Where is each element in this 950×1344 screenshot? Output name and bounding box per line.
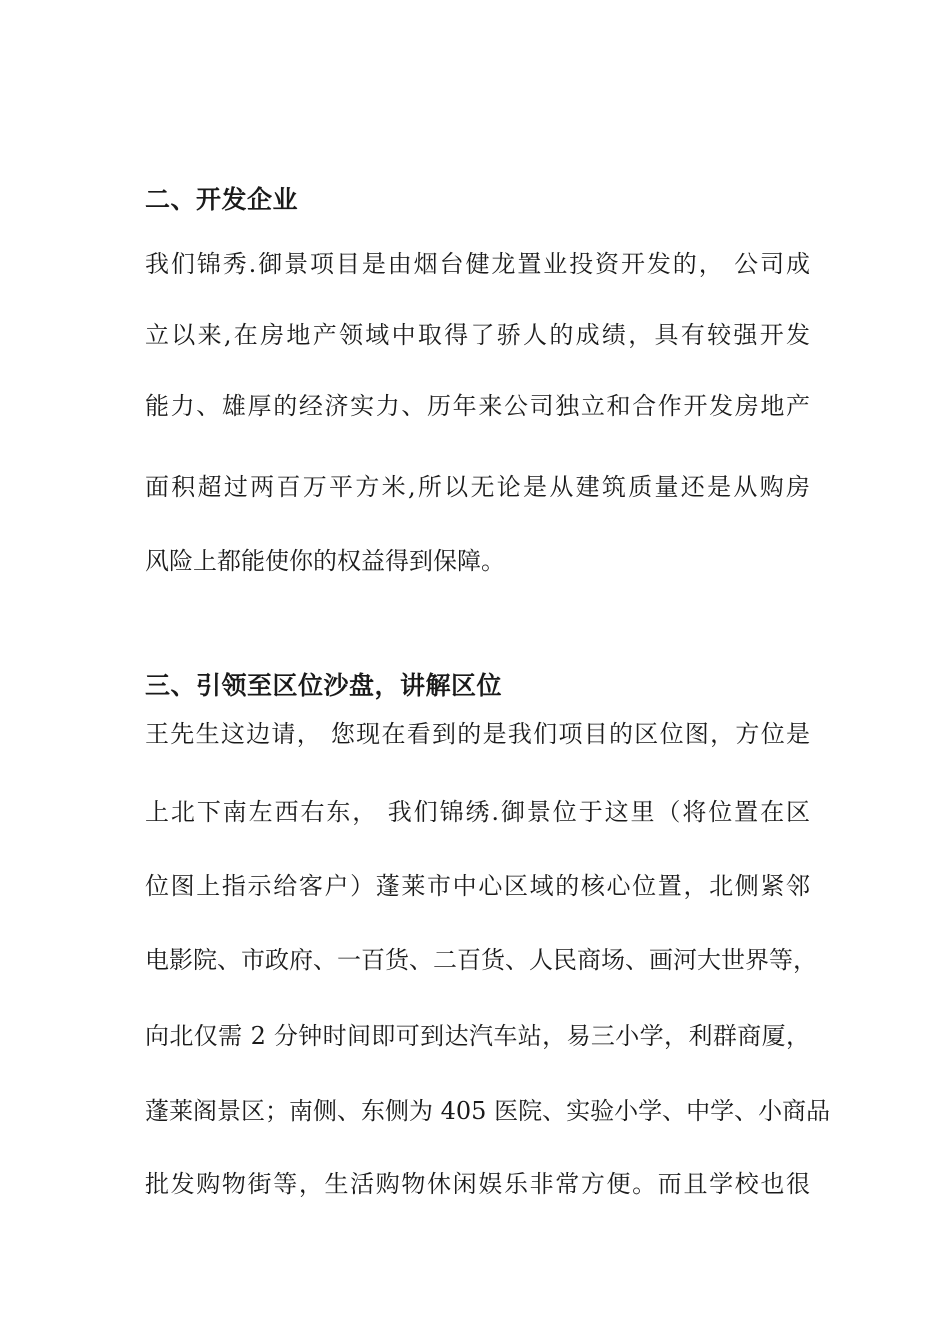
section-heading-developer: 二、开发企业: [145, 185, 299, 214]
section-heading-location: 三、引领至区位沙盘，讲解区位: [145, 671, 503, 700]
paragraph-line: 批发购物街等，生活购物休闲娱乐非常方便。而且学校也很: [145, 1170, 810, 1198]
paragraph-line: 立以来,在房地产领域中取得了骄人的成绩，具有较强开发: [145, 321, 810, 349]
paragraph-line: 蓬莱阁景区；南侧、东侧为 405 医院、实验小学、中学、小商品: [145, 1097, 831, 1125]
paragraph-line: 向北仅需 2 分钟时间即可到达汽车站，易三小学，利群商厦，: [145, 1022, 810, 1050]
paragraph-line: 风险上都能使你的权益得到保障。: [145, 547, 505, 575]
paragraph-line: 面积超过两百万平方米,所以无论是从建筑质量还是从购房: [145, 473, 810, 501]
paragraph-line: 王先生这边请， 您现在看到的是我们项目的区位图，方位是: [145, 720, 810, 748]
paragraph-line: 我们锦秀.御景项目是由烟台健龙置业投资开发的， 公司成: [145, 250, 810, 278]
paragraph-line: 能力、雄厚的经济实力、历年来公司独立和合作开发房地产: [145, 392, 810, 420]
paragraph-line: 电影院、市政府、一百货、二百货、人民商场、画河大世界等，: [145, 946, 817, 974]
paragraph-line: 上北下南左西右东， 我们锦绣.御景位于这里（将位置在区: [145, 798, 810, 826]
paragraph-line: 位图上指示给客户）蓬莱市中心区域的核心位置，北侧紧邻: [145, 872, 810, 900]
